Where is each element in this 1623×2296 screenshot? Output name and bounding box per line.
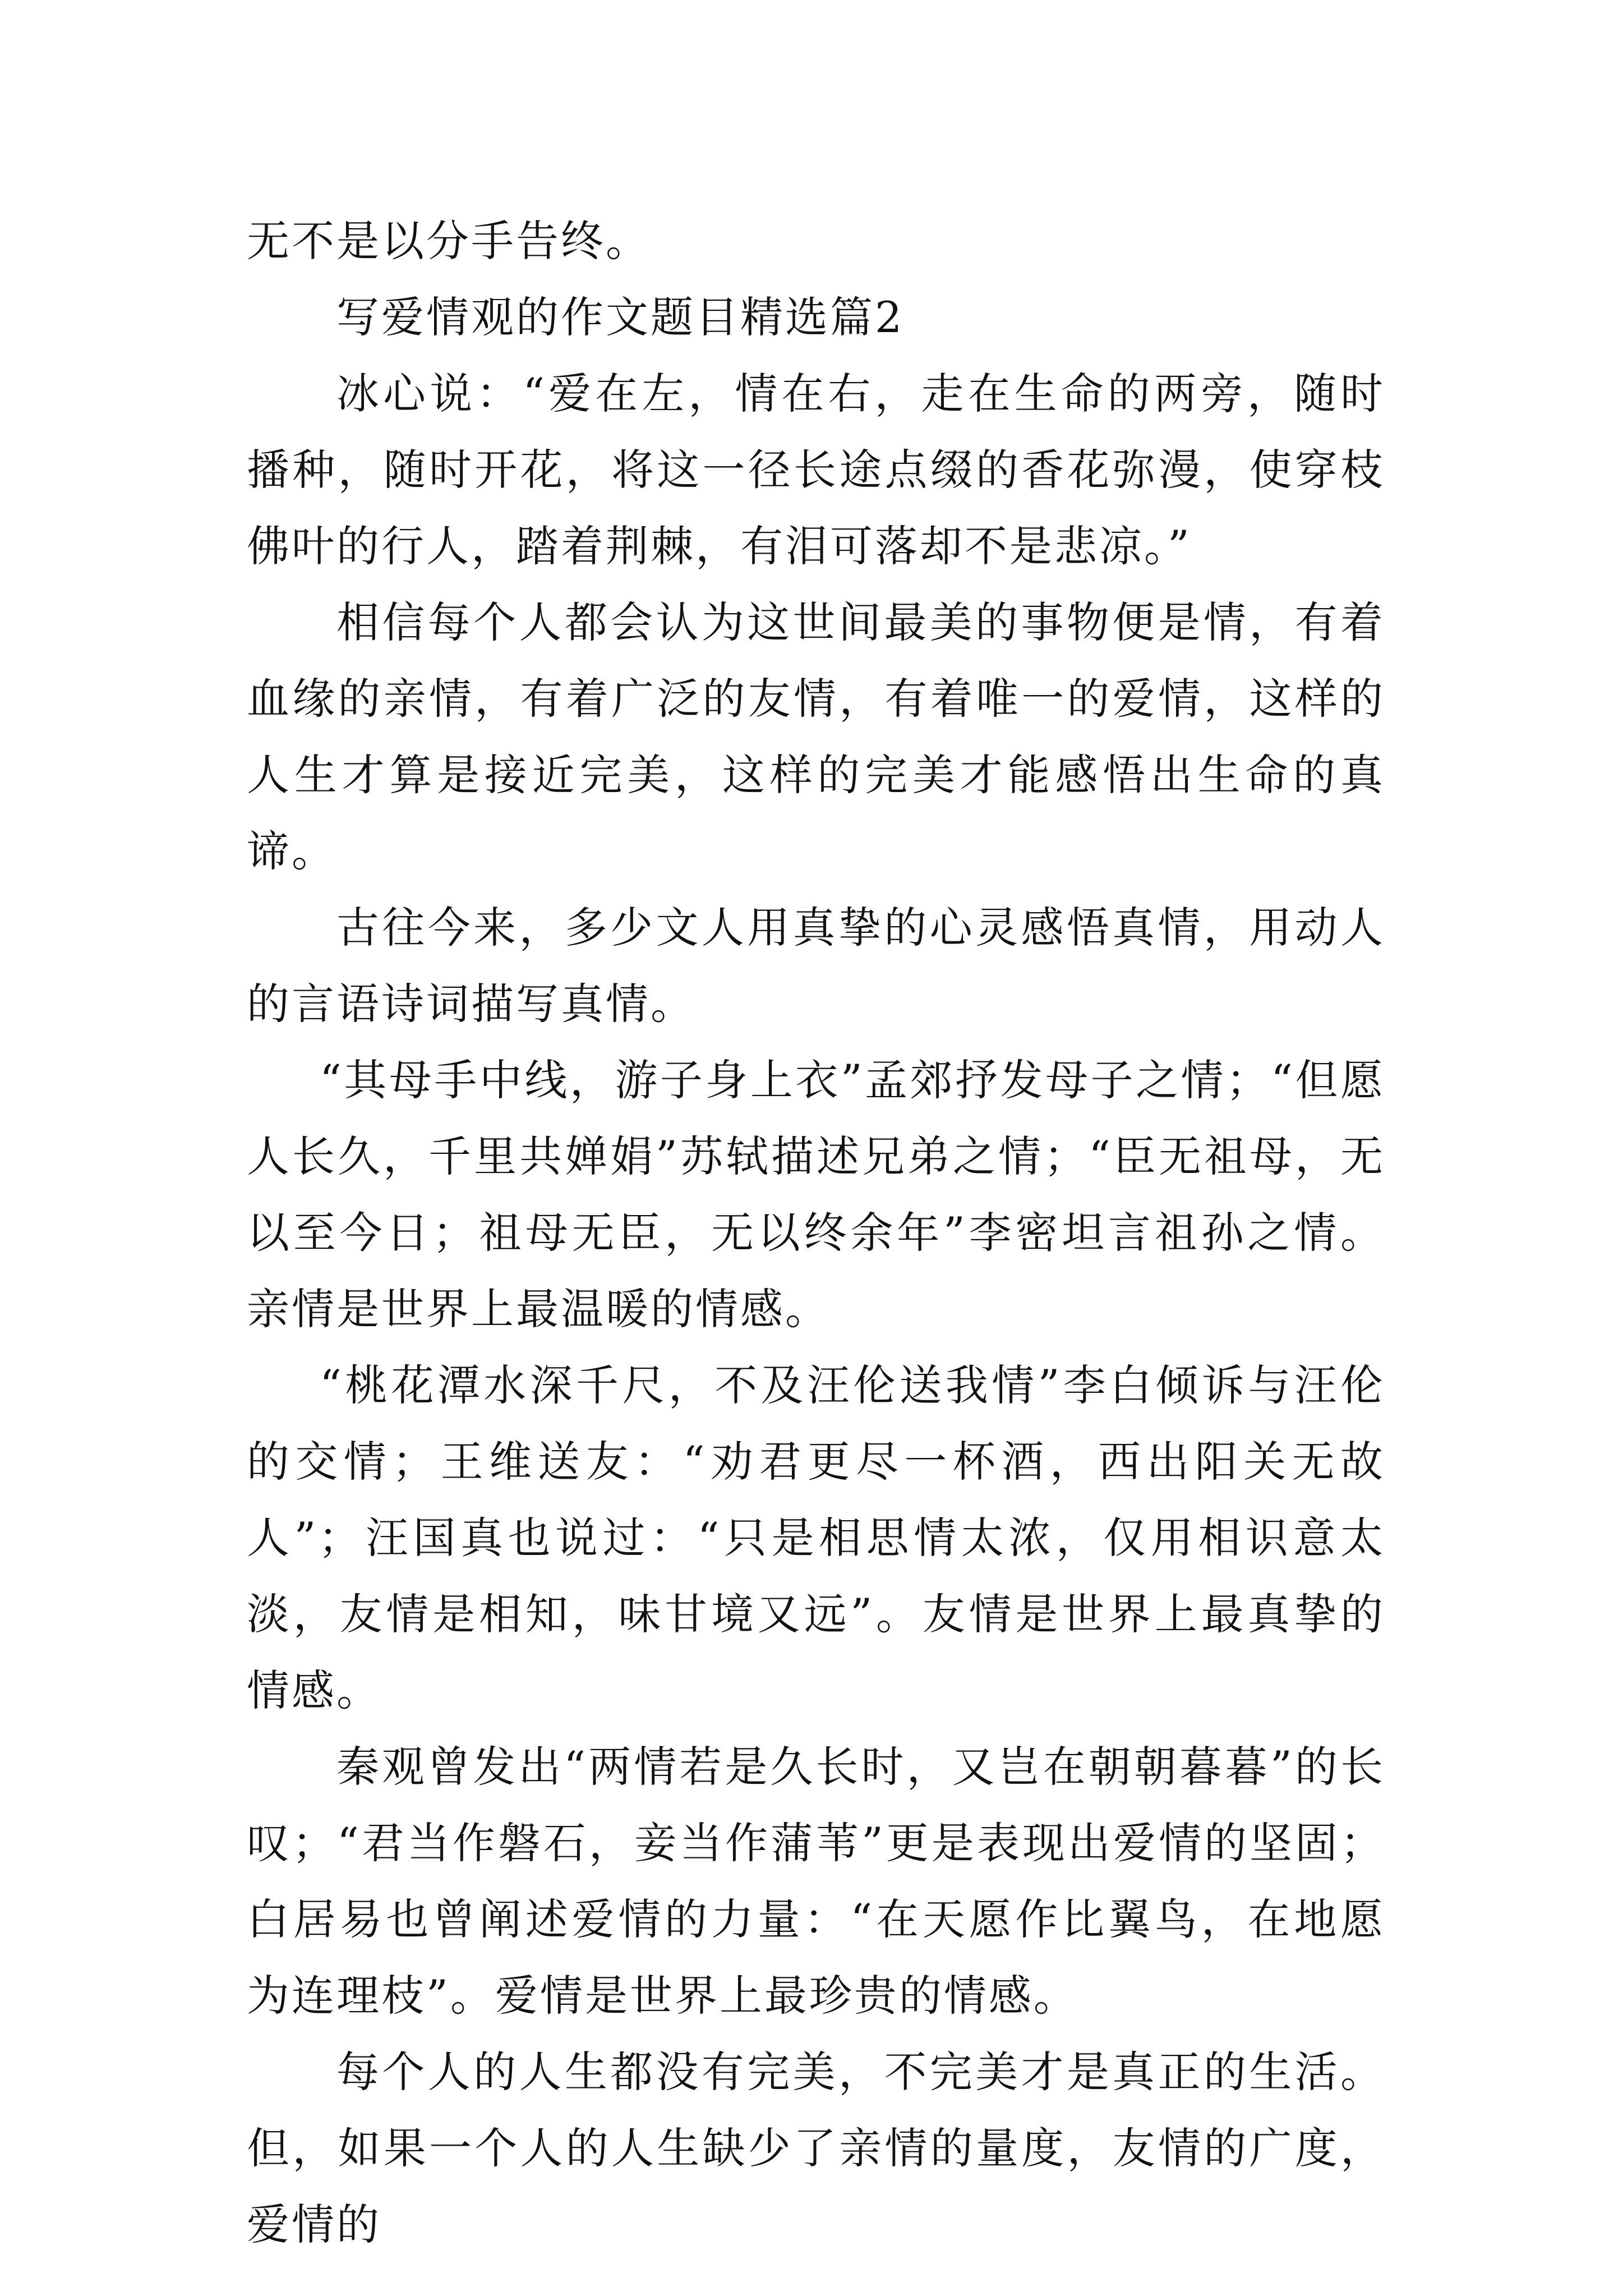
paragraph: 冰心说：“爱在左，情在右，走在生命的两旁，随时播种，随时开花，将这一径长途点缀的香花弥漫，使穿枝佛叶的行人，踏着荆棘，有泪可落却不是悲凉。” (247, 369, 1385, 571)
paragraph: 每个人的人生都没有完美，不完美才是真正的生活。但，如果一个人的人生缺少了亲情的量度，友情的广度，爱情的 (247, 2047, 1385, 2249)
section-heading: 写爱情观的作文题目精选篇2 (336, 292, 905, 342)
paragraph: 秦观曾发出“两情若是久长时，又岂在朝朝暮暮”的长叹；“君当作磐石，妾当作蒲苇”更是表现出爱情的坚固；白居易也曾阐述爱情的力量：“在天愿作比翼鸟，在地愿为连理枝”。爱情是世界上最珍贵的情感。 (247, 1742, 1385, 2021)
paragraph: 古往今来，多少文人用真挚的心灵感悟真情，用动人的言语诗词描写真情。 (247, 903, 1385, 1029)
paragraph-continuation: 无不是以分手告终。 (247, 216, 651, 266)
paragraph: “桃花潭水深千尺，不及汪伦送我情”李白倾诉与汪伦的交情；王维送友：“劝君更尽一杯酒，西出阳关无故人”；汪国真也说过：“只是相思情太浓，仅用相识意太淡，友情是相知，味甘境又远”。友情是世界上最真挚的情感。 (247, 1360, 1385, 1715)
paragraph: “其母手中线，游子身上衣”孟郊抒发母子之情；“但愿人长久，千里共婵娟”苏轼描述兄弟之情；“臣无祖母，无以至今日；祖母无臣，无以终余年”李密坦言祖孙之情。亲情是世界上最温暖的情感。 (247, 1055, 1385, 1334)
paragraph: 相信每个人都会认为这世间最美的事物便是情，有着血缘的亲情，有着广泛的友情，有着唯一的爱情，这样的人生才算是接近完美，这样的完美才能感悟出生命的真谛。 (247, 597, 1385, 876)
document-body (247, 203, 1385, 2263)
